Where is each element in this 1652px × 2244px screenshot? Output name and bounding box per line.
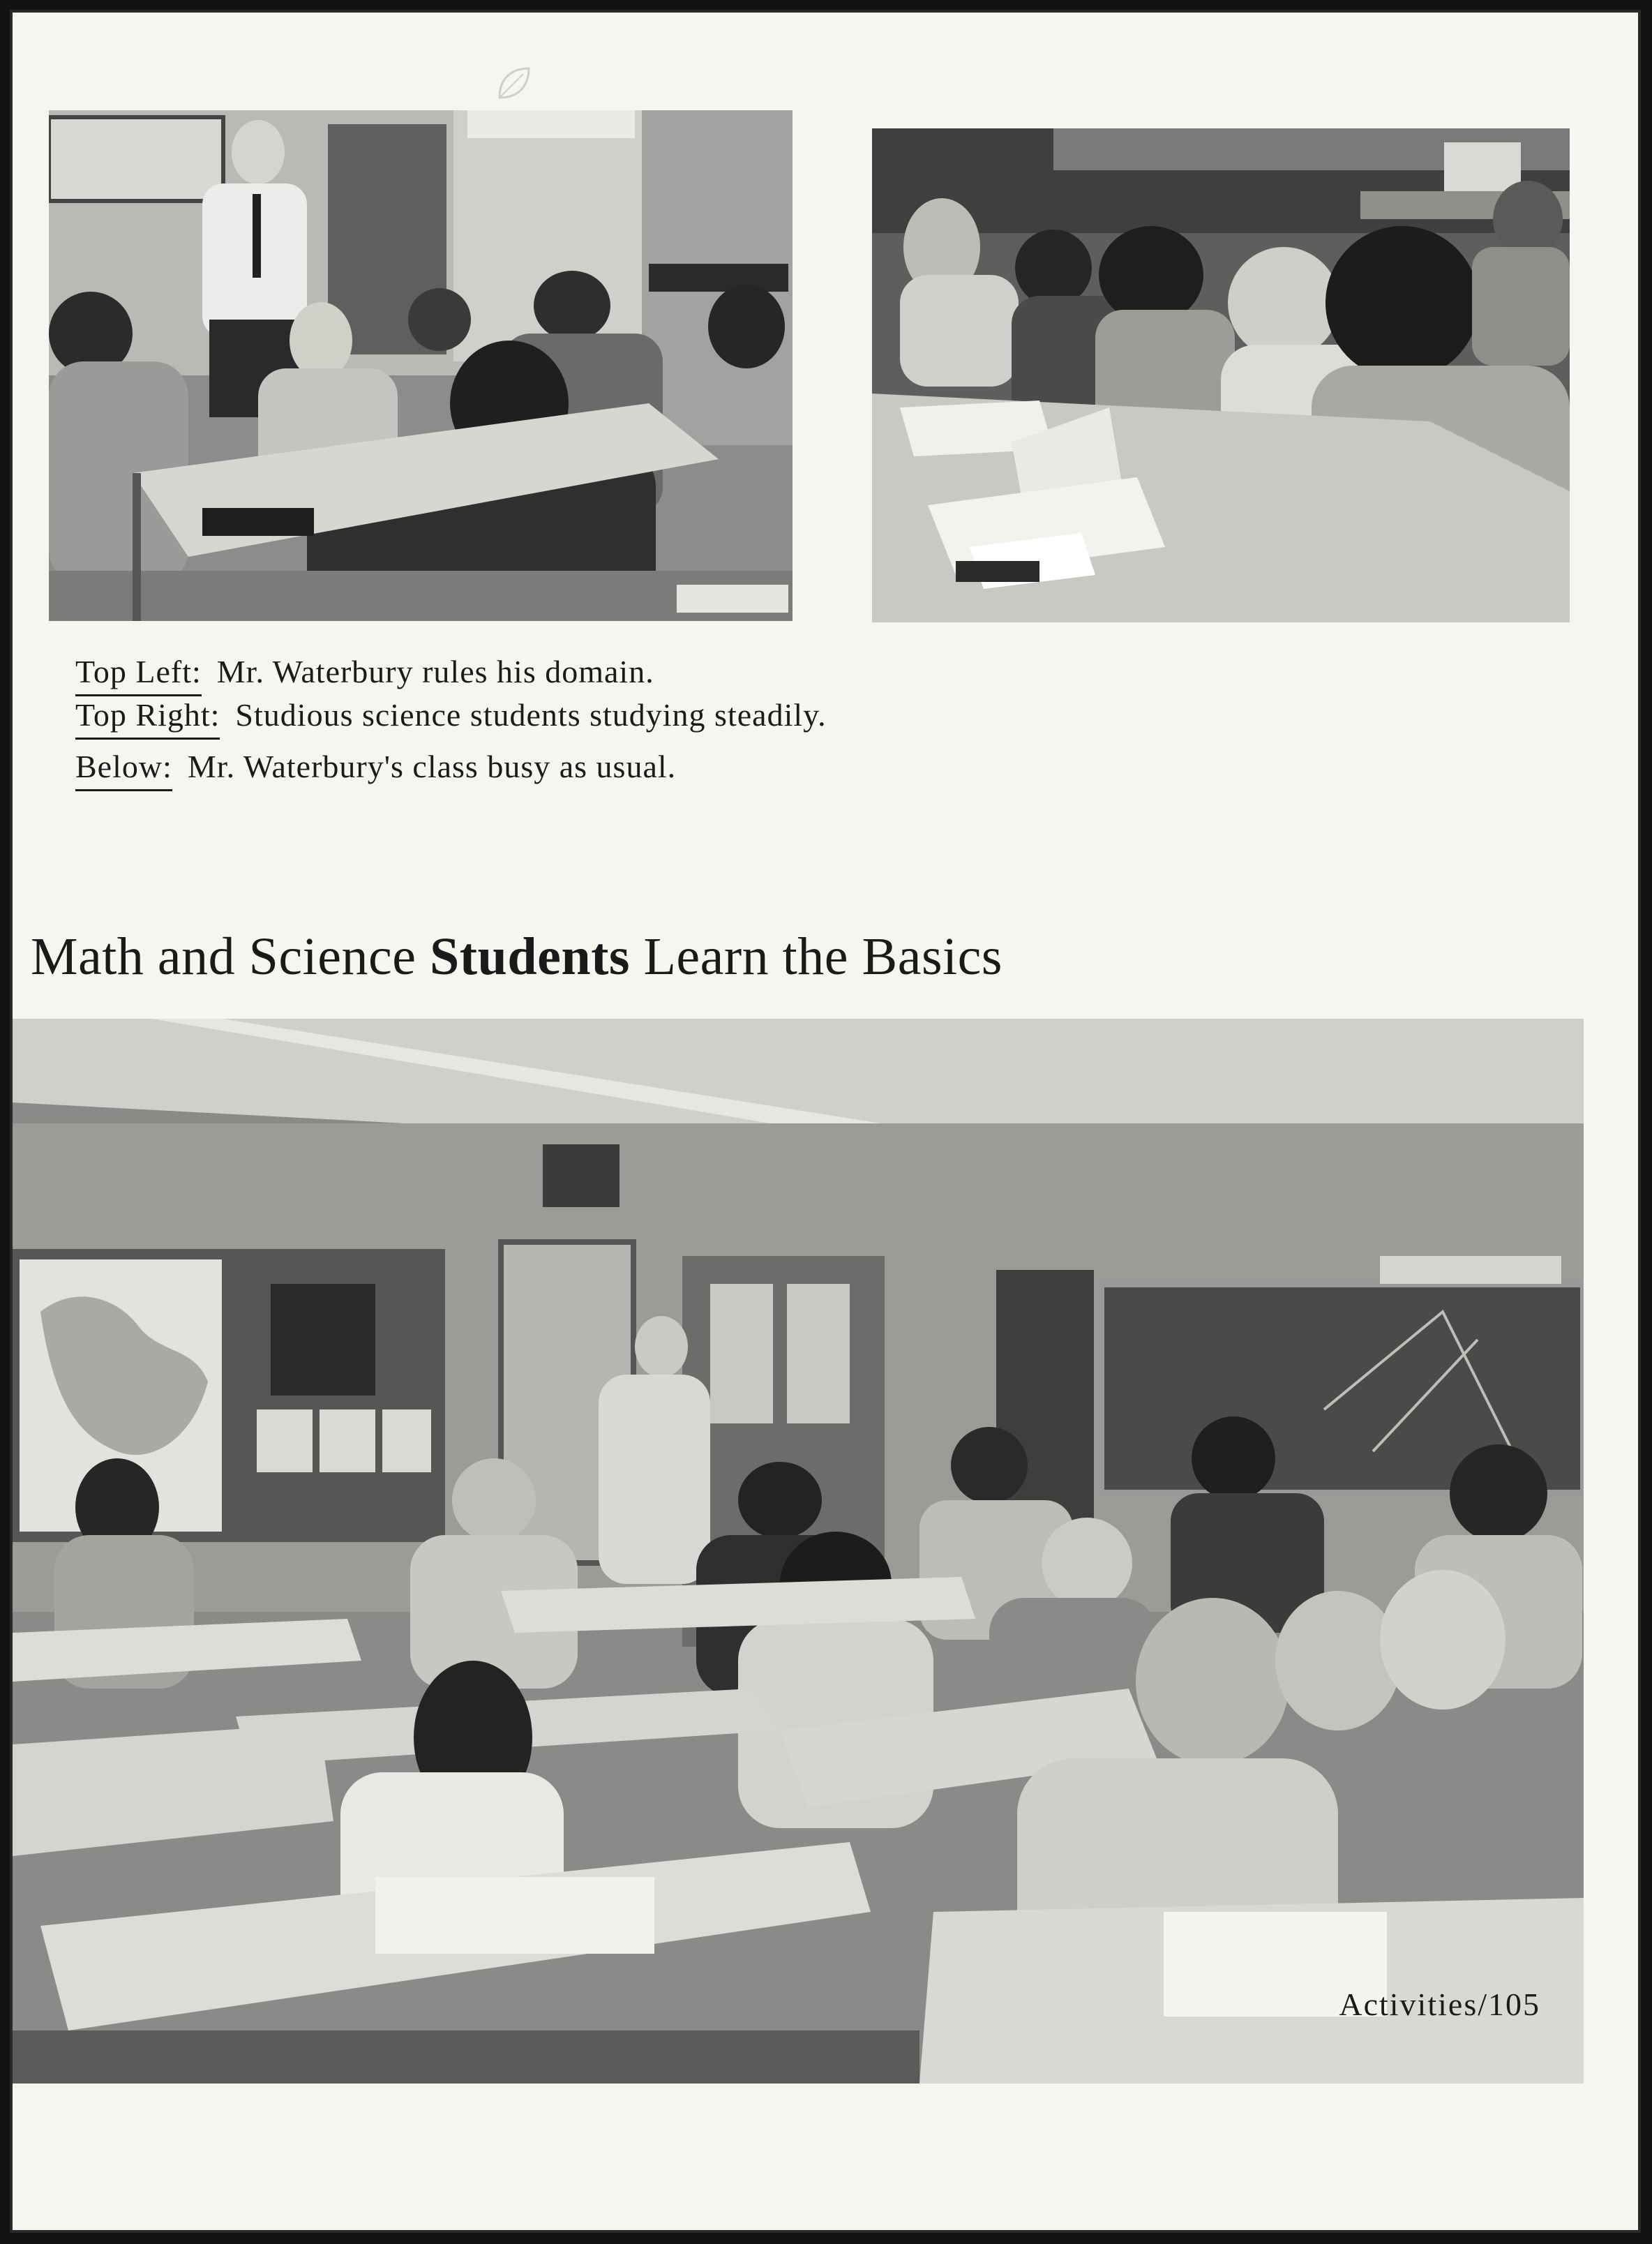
photo-top-left (49, 110, 793, 621)
classroom-students-illustration (13, 1019, 1584, 2084)
headline-part3: Learn the Basics (643, 927, 1003, 986)
caption-label-below: Below: (75, 748, 172, 791)
caption-label-top-right: Top Right: (75, 696, 220, 740)
photo-top-right (872, 128, 1570, 622)
headline-part2: Students (429, 927, 630, 986)
leaf-watermark-icon (493, 63, 534, 105)
photo-bottom (13, 1019, 1584, 2084)
caption-text-top-right: Studious science students studying steadily. (235, 697, 827, 733)
caption-top-left (75, 653, 654, 696)
caption-top-right (75, 696, 827, 740)
page-title (31, 927, 1003, 987)
caption-text-top-left: Mr. Waterbury rules his domain. (216, 654, 654, 689)
caption-label-top-left: Top Left: (75, 653, 202, 696)
caption-below (75, 748, 676, 791)
page-number: Activities/105 (1339, 1987, 1540, 2022)
headline-part1: Math and Science (31, 927, 416, 986)
caption-text-below: Mr. Waterbury's class busy as usual. (187, 749, 677, 784)
yearbook-page (10, 10, 1641, 2233)
science-students-illustration (872, 128, 1570, 622)
classroom-teacher-illustration (49, 110, 793, 621)
